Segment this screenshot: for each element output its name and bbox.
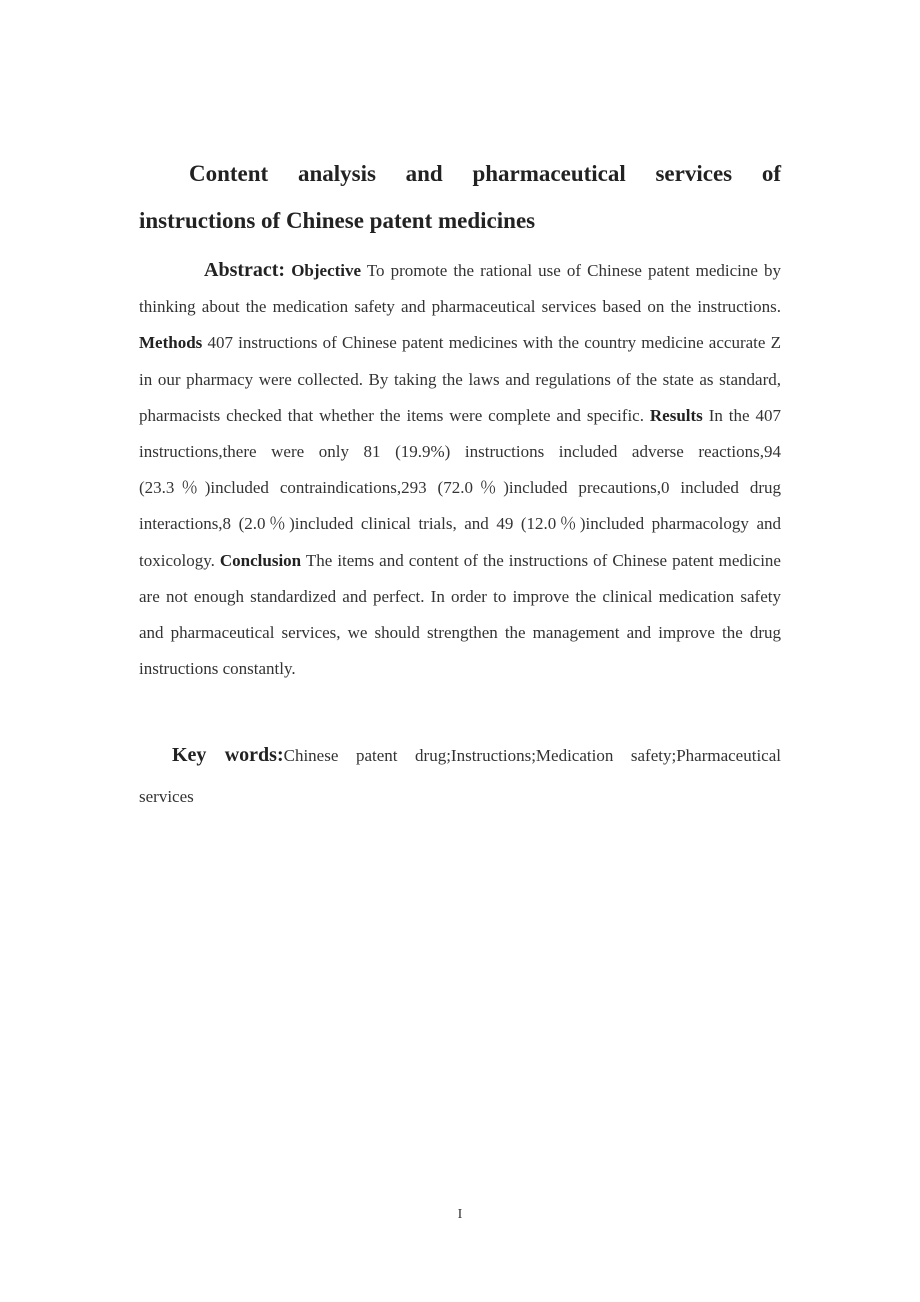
keywords-text: Chinese patent drug;Instructions;Medication safety;Pharmaceutical services: [139, 746, 781, 806]
title-line-2: instructions of Chinese patent medicines: [139, 208, 536, 233]
page-number: I: [457, 1207, 463, 1222]
results-text: In the 407 instructions,there were only 81 (19.9%) instructions included adverse reactions,94 (23.3％)included contraindications,293 (72.0％)included precautions,0 included drug interactions,8 (2.0％)included clinical trials, and 49 (12.0％)included pharmacology and toxicology.: [139, 405, 781, 570]
keywords-paragraph: [139, 735, 781, 817]
conclusion-text: The items and content of the instructions of Chinese patent medicine are not enough standardized and perfect. In order to improve the clinical medication safety and pharmaceutical services, we should strengthen the management and improve the drug instructions constantly.: [139, 550, 781, 679]
conclusion-label: Conclusion: [219, 550, 302, 570]
objective-label: Objective: [291, 261, 362, 280]
abstract-label: Abstract:: [204, 259, 286, 281]
abstract-paragraph: [139, 252, 781, 687]
objective-text: To promote the rational use of Chinese patent medicine by thinking about the medication safety and pharmaceutical services based on the instructions.: [139, 261, 782, 317]
keywords-label: Key words:: [172, 744, 284, 766]
results-label: Results: [649, 405, 703, 425]
methods-label: Methods: [139, 333, 203, 353]
methods-text: 407 instructions of Chinese patent medicines with the country medicine accurate Z in our pharmacy were collected. By taking the laws and regulations of the state as standard, pharmacists checked that whether the items were complete and specific.: [139, 333, 781, 425]
paper-title: [139, 150, 781, 244]
title-line-1: Content analysis and pharmaceutical services of: [189, 161, 781, 186]
